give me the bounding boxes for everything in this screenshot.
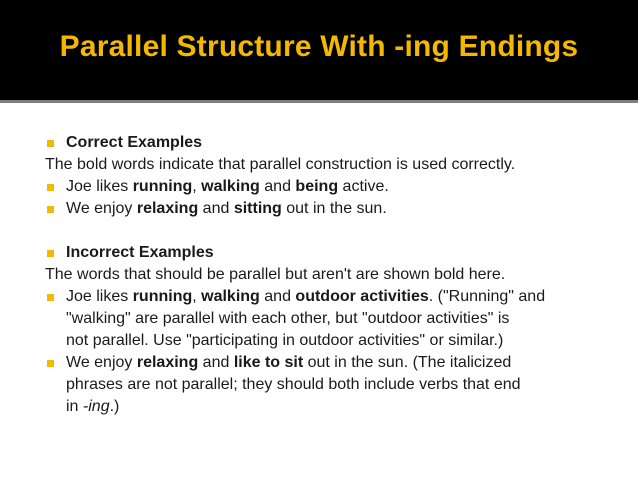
text-segment: Joe likes xyxy=(66,288,133,305)
bold-word: walking xyxy=(201,288,260,305)
text-segment: out in the sun. (The italicized xyxy=(303,354,512,371)
text-segment: . ("Running" and xyxy=(428,288,546,305)
text-segment: We enjoy xyxy=(66,354,137,371)
bold-word: relaxing xyxy=(136,200,199,217)
bold-word: like to sit xyxy=(233,354,304,371)
bold-word: running xyxy=(132,288,193,305)
text-segment: Joe likes xyxy=(66,178,133,195)
text-segment: and xyxy=(198,200,234,217)
text-segment: and xyxy=(198,354,234,371)
text-segment: and xyxy=(259,178,296,195)
italic-word: -ing xyxy=(82,398,110,415)
text-segment: , xyxy=(192,178,202,195)
text-segment: We enjoy xyxy=(66,200,137,217)
title-bar xyxy=(0,0,638,100)
text-segment: , xyxy=(192,288,202,305)
incorrect-example-1 xyxy=(45,286,605,352)
spacer xyxy=(45,220,605,242)
text-segment: .) xyxy=(109,398,120,415)
line xyxy=(66,286,605,308)
line: "walking" are parallel with each other, but "outdoor activities" is xyxy=(66,310,510,327)
line xyxy=(66,352,605,374)
bold-word: running xyxy=(132,178,193,195)
line: not parallel. Use "participating in outdoor activities" or similar.) xyxy=(66,332,504,349)
correct-example-1 xyxy=(45,176,605,198)
bold-word: relaxing xyxy=(136,354,199,371)
text-segment: in xyxy=(66,398,83,415)
bold-word: outdoor activities xyxy=(295,288,429,305)
correct-heading-item xyxy=(45,132,605,154)
line: phrases are not parallel; they should both include verbs that end xyxy=(66,376,521,393)
text-segment: active. xyxy=(338,178,389,195)
incorrect-heading-item xyxy=(45,242,605,264)
line xyxy=(66,396,605,418)
incorrect-example-2 xyxy=(45,352,605,418)
text-segment: out in the sun. xyxy=(281,200,387,217)
text-segment: and xyxy=(259,288,296,305)
bold-word: walking xyxy=(201,178,260,195)
slide-title: Parallel Structure With -ing Endings xyxy=(59,30,579,63)
incorrect-heading: Incorrect Examples xyxy=(66,244,214,261)
bold-word: being xyxy=(295,178,339,195)
correct-description: The bold words indicate that parallel construction is used correctly. xyxy=(45,156,516,173)
slide-content xyxy=(45,132,605,418)
bold-word: sitting xyxy=(233,200,282,217)
correct-example-2 xyxy=(45,198,605,220)
title-divider xyxy=(0,100,638,103)
correct-heading: Correct Examples xyxy=(66,134,203,151)
incorrect-description: The words that should be parallel but aren't are shown bold here. xyxy=(45,266,506,283)
